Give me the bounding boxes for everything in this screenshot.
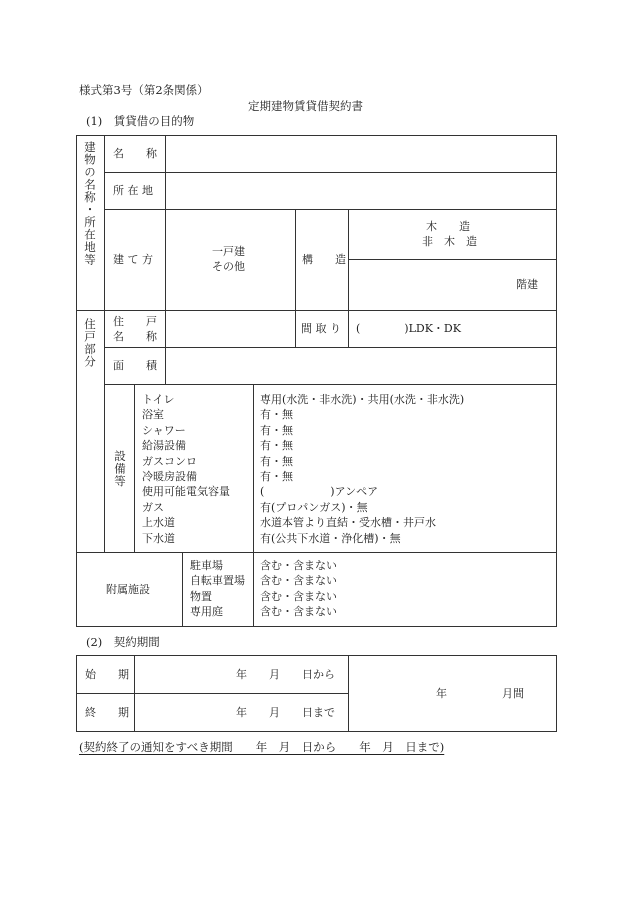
rule (104, 384, 557, 385)
unit-name-label-line1: 住 戸 (113, 315, 157, 328)
equipment-name: トイレ (142, 393, 175, 406)
facility-value: 含む・含まない (260, 574, 337, 588)
building-group-label: 建物の名称・所在地等 (83, 141, 97, 266)
document-title: 定期建物賃貸借契約書 (248, 99, 363, 113)
rule (253, 384, 254, 627)
equipment-value: 有(公共下水道・浄化槽)・無 (260, 531, 401, 545)
rule (295, 209, 296, 348)
rule (348, 259, 557, 260)
equipment-name: 使用可能電気容量 (142, 485, 230, 499)
rule (104, 347, 557, 348)
facility-names (190, 558, 245, 620)
equipment-value: 有・無 (260, 454, 293, 468)
end-value: 年 月 日まで (236, 706, 335, 719)
facility-value: 含む・含まない (260, 605, 337, 619)
rule (348, 209, 349, 348)
duration-value: 年 月間 (436, 687, 524, 700)
rule (76, 135, 77, 627)
section-1-heading: (1) 賃貸借の目的物 (86, 114, 195, 128)
layout-value: ( )LDK・DK (356, 322, 461, 335)
facility-values (260, 558, 337, 620)
equipment-value: 専用(水洗・非水洗)・共用(水洗・非水洗) (260, 393, 465, 406)
section-2-heading: (2) 契約期間 (86, 635, 160, 649)
unit-group-label: 住戸部分 (83, 318, 97, 368)
rule (76, 731, 557, 732)
structure-label: 構 造 (302, 253, 346, 266)
rule (104, 172, 557, 173)
equipment-value: ( )アンペア (260, 485, 379, 499)
rule (348, 655, 349, 732)
rule (165, 135, 166, 385)
end-label: 終 期 (85, 706, 129, 719)
start-value: 年 月 日から (236, 668, 335, 681)
facility-value: 含む・含まない (260, 559, 337, 572)
area-label: 面 積 (113, 359, 157, 372)
equipment-value: 有(プロパンガス)・無 (260, 500, 368, 514)
build-option-other: その他 (212, 260, 245, 273)
floors-suffix: 階建 (516, 278, 538, 291)
rule (134, 655, 135, 732)
equipment-name: 下水道 (142, 531, 175, 545)
equipment-name: 給湯設備 (142, 439, 186, 453)
facility-name: 駐車場 (190, 559, 223, 572)
equipment-value: 有・無 (260, 408, 293, 422)
facility-name: 物置 (190, 589, 212, 603)
rule (182, 552, 183, 627)
rule (104, 135, 105, 553)
build-option-detached: 一戸建 (212, 245, 245, 258)
equipment-value: 有・無 (260, 439, 293, 453)
structure-option-wood: 木 造 (426, 220, 470, 233)
facility-value: 含む・含まない (260, 589, 337, 603)
rule (76, 552, 557, 553)
equipment-names (142, 392, 230, 546)
rule (104, 209, 557, 210)
layout-label: 間 取 り (301, 322, 341, 335)
notice-period: (契約終了の通知をすべき期間 年 月 日から 年 月 日まで) (79, 740, 445, 754)
facility-name: 専用庭 (190, 605, 223, 619)
equipment-label: 設備等 (113, 450, 127, 488)
location-label: 所 在 地 (113, 184, 153, 197)
rule (134, 384, 135, 553)
form-number: 様式第3号（第2条関係） (79, 83, 209, 97)
equipment-name: ガスコンロ (142, 454, 197, 468)
facilities-label: 附属施設 (106, 583, 150, 596)
equipment-value: 有・無 (260, 423, 293, 437)
rule (76, 626, 557, 627)
rule (76, 655, 77, 732)
rule (76, 310, 557, 311)
name-label: 名 称 (113, 147, 157, 160)
rule (76, 655, 557, 656)
rule (556, 655, 557, 732)
equipment-value: 有・無 (260, 469, 293, 483)
equipment-name: 冷暖房設備 (142, 469, 197, 483)
equipment-values (260, 392, 464, 546)
equipment-name: ガス (142, 500, 164, 514)
build-method-label: 建 て 方 (113, 253, 153, 266)
equipment-name: 浴室 (142, 408, 164, 422)
equipment-name: シャワー (142, 423, 186, 437)
rule (76, 135, 557, 136)
equipment-name: 上水道 (142, 516, 175, 530)
structure-option-nonwood: 非 木 造 (422, 235, 477, 248)
start-label: 始 期 (85, 668, 129, 681)
unit-name-label-line2: 名 称 (113, 330, 157, 343)
rule (76, 693, 349, 694)
facility-name: 自転車置場 (190, 574, 245, 588)
equipment-value: 水道本管より直結・受水槽・井戸水 (260, 516, 436, 530)
